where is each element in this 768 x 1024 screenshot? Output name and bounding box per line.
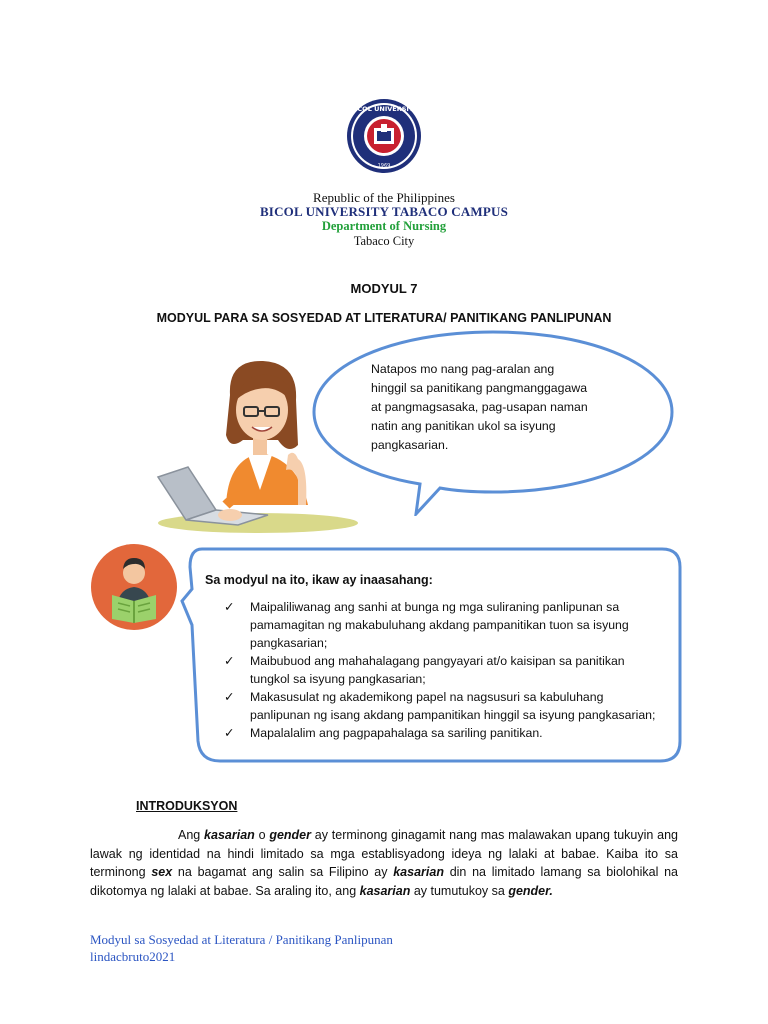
bubble-line: Natapos mo nang pag-aralan ang <box>371 362 555 376</box>
university-name: BICOL UNIVERSITY TABACO CAMPUS <box>259 204 509 219</box>
objective-item <box>224 652 664 688</box>
bubble-line: hinggil sa panitikang pangmanggagawa <box>371 381 588 395</box>
city-name: Tabaco City <box>353 234 415 248</box>
reading-person-icon <box>90 543 178 631</box>
module-title: MODYUL PARA SA SOSYEDAD AT LITERATURA/ PANITIKANG PANLIPUNAN <box>156 311 612 325</box>
objective-text: Mapalalalim ang pagpapahalaga sa sariling panitikan. <box>250 726 543 740</box>
republic-line: Republic of the Philippines <box>313 190 455 205</box>
objective-text: Maipaliliwanag ang sanhi at bunga ng mga suliraning panlipunan sa pamamagitan ng makabuluhang akdang pampanitikan tuon sa isyung pangkasarian; <box>250 600 629 650</box>
objective-item <box>224 688 664 724</box>
page-footer <box>90 931 393 965</box>
module-number: MODYUL 7 <box>350 281 418 296</box>
seal-year: 1969 <box>377 163 391 169</box>
objective-item <box>224 724 664 742</box>
bubble-line: at pangmagsasaka, pag-usapan naman <box>371 400 588 414</box>
objective-item <box>224 598 664 652</box>
bicol-university-seal <box>346 98 422 174</box>
footer-author: lindacbruto2021 <box>90 949 176 964</box>
bubble-line: pangkasarian. <box>371 438 449 452</box>
department-name: Department of Nursing <box>321 219 447 233</box>
objective-text: Makasusulat ng akademikong papel na nagsusuri sa kabuluhang panlipunan ng isang akdang pampanitikan hinggil sa isyung pangkasarian; <box>250 690 656 722</box>
check-icon: ✓ <box>224 726 235 740</box>
check-icon: ✓ <box>224 600 235 614</box>
check-icon: ✓ <box>224 654 235 668</box>
introduction-heading: INTRODUKSYON <box>136 799 238 813</box>
objectives-heading: Sa modyul na ito, ikaw ay inaasahang: <box>205 573 433 587</box>
seal-text: BICOL UNIVERSITY <box>350 105 418 113</box>
introduction-paragraph: Ang kasarian o gender ay terminong ginagamit nang mas malawakan upang tukuyin ang lawak ng identidad na hindi limitado sa mga establisyadong ideya ng lalaki at babae. Kaiba ito sa terminong sex na bagamat ang salin sa Filipino ay kasarian din na limitado lamang sa biolohikal na dikotomya ng lalaki at babae. Sa araling ito, ang kasarian ay tumutukoy sa gender. <box>90 828 678 899</box>
speech-bubble-text <box>371 360 611 455</box>
bubble-line: natin ang panitikan ukol sa isyung <box>371 419 556 433</box>
footer-course: Modyul sa Sosyedad at Literatura / Panitikang Panlipunan <box>90 932 393 947</box>
objective-text: Maibubuod ang mahahalagang pangyayari at/o kaisipan sa panitikan tungkol sa isyung pangkasarian; <box>250 654 625 686</box>
objectives-list <box>224 598 664 742</box>
check-icon: ✓ <box>224 690 235 704</box>
